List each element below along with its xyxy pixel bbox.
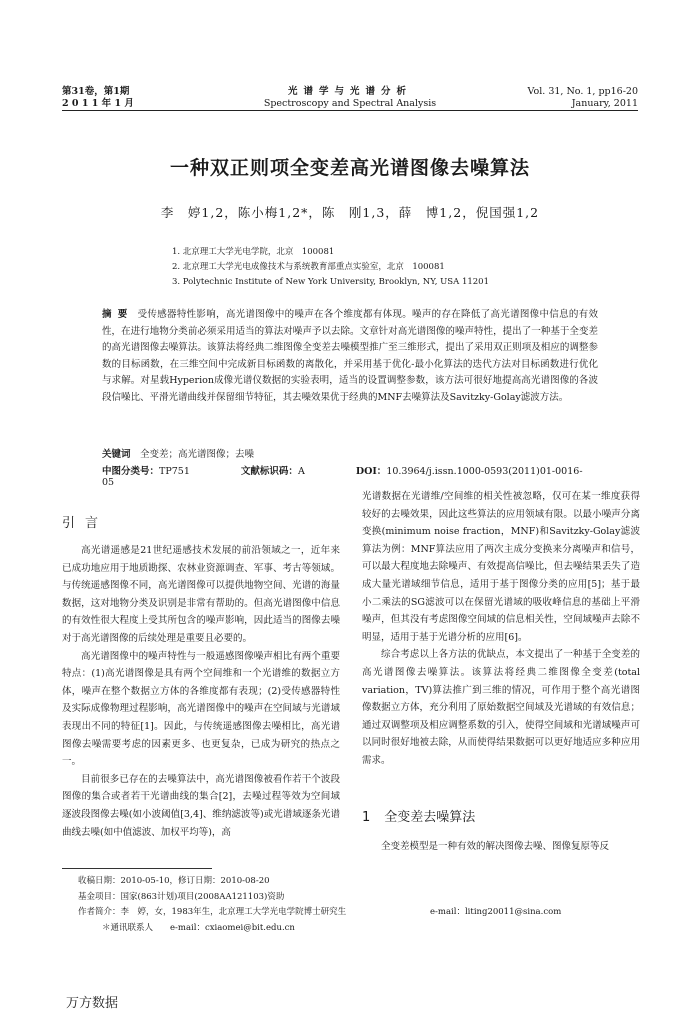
- section-1-heading: [362, 806, 475, 825]
- header-divider: [62, 110, 638, 111]
- affiliation-1: 1. 北京理工大学光电学院，北京 100081: [172, 247, 335, 257]
- footnotes: [78, 874, 638, 936]
- paper-title: 一种双正则项全变差高光谱图像去噪算法: [169, 157, 530, 179]
- journal-volume-en: [528, 86, 638, 110]
- author-bio: 作者简介：李 婷，女，1983年生，北京理工大学光电学院博士研究生: [78, 907, 347, 917]
- doc-code-label: 文献标识码：: [240, 466, 298, 477]
- keywords-text: 全变差；高光谱图像；去噪: [140, 449, 255, 460]
- corresponding-author: ＊通讯联系人 e-mail：cxiaomei@bit.edu.cn: [102, 922, 295, 933]
- intro-paragraph: 目前很多已存在的去噪算法中，高光谱图像被看作若干个波段图像的集合或者若干光谱曲线的集合[2]，去噪过程等效为空间域逐波段图像去噪(如小波阈值[3,4]、维纳滤波等)或光谱域逐条光谱曲线去噪(如中值滤波、加权平均等)，高: [62, 773, 340, 838]
- author-email: e-mail：liting20011@sina.com: [430, 907, 562, 917]
- clc-label: 中图分类号：: [102, 466, 160, 477]
- body-paragraph: 光谱数据在光谱维/空间维的相关性被忽略，仅可在某一维度获得较好的去噪效果，因此这些算法的应用领域有限。以最小噪声分离变换(minimum noise fraction，MNF)和Savitzky-Golay滤波算法为例：MNF算法应用了两次主成分变换来分离噪声和信号，可以最大程度地去除噪声、有效提高信噪比，但去噪结果丢失了造成大量光谱域细节信息，适用于基于图像分类的应用[5]；基于最小二乘法的SG滤波可以在保留光谱域的吸收峰信息的基础上平滑噪声，但其没有考虑图像空间域的信息相关性，空间域噪声去除不明显，适用于基于光谱分析的应用[6]。: [362, 491, 640, 643]
- keywords-label: 关键词: [102, 449, 131, 460]
- doi-label: DOI：: [355, 466, 387, 477]
- abstract: [102, 307, 598, 406]
- abstract-text: 受传感器特性影响，高光谱图像中的噪声在各个维度都有体现。噪声的存在降低了高光谱图像中信息的有效性，在进行地物分类前必须采用适当的算法对噪声予以去除。文章针对高光谱图像的噪声特性，提出了一种基于全变差的高光谱图像去噪算法。该算法将经典二维图像全变差去噪模型推广至三维形式，提出了采用双正则项及相应的调整参数的目标函数，在三维空间中完成新目标函数的离散化，并采用基于优化-最小化算法的迭代方法对目标函数进行优化与求解。对星载Hyperion成像光谱仪数据的实验表明，适当的设置调整参数，该方法可很好地提高高光谱图像的各波段信噪比、平滑光谱曲线并保留细节特征，其去噪效果优于经典的MNF去噪算法及Savitzky-Golay滤波方法。: [102, 309, 598, 403]
- received-date: 收稿日期：2010-05-10，修订日期：2010-08-20: [78, 876, 270, 886]
- section-number: 1: [362, 810, 371, 825]
- abstract-label: 摘要: [102, 309, 134, 320]
- journal-name-cn: 光谱学与光谱分析: [287, 86, 412, 97]
- body-paragraph: 全变差模型是一种有效的解决图像去噪、图像复原等反: [381, 841, 610, 852]
- left-column: [62, 542, 340, 841]
- intro-paragraph: 高光谱图像中的噪声特性与一般遥感图像噪声相比有两个重要特点：(1)高光谱图像是具有两个空间维和一个光谱维的数据立方体，噪声在整个数据立方体的各维度都有表现；(2)受传感器特性及实际成像物理过程影响，高光谱图像中的噪声在空间域与光谱域表现出不同的特征[1]。因此，与传统遥感图像去噪相比，高光谱图像去噪需要考虑的因素更多、也更复杂，已成为研究的热点之一。: [62, 650, 340, 768]
- issue-date: 2 0 1 1 年 1 月: [62, 98, 134, 109]
- journal-name: [250, 86, 450, 110]
- affiliation-2: 2. 北京理工大学光电成像技术与系统教育部重点实验室，北京 100081: [172, 262, 445, 272]
- month-year: January, 2011: [571, 98, 638, 109]
- keywords: [102, 447, 254, 463]
- right-column: [362, 488, 640, 770]
- affiliation-3: 3. Polytechnic Institute of New York University, Brooklyn, NY, USA 11201: [172, 277, 489, 287]
- affiliations: [172, 245, 489, 290]
- watermark: 万方数据: [66, 996, 119, 1011]
- section-title: 全变差去噪算法: [384, 810, 476, 825]
- classification-line: [102, 463, 598, 488]
- author-list: 李 婷1,2，陈小梅1,2*，陈 刚1,3，薛 博1,2，倪国强1,2: [160, 205, 540, 220]
- doi-value: 10.3964/j.issn.1000-0593(2011)01-0016-05: [102, 466, 583, 488]
- funding: 基金项目：国家(863计划)项目(2008AA121103)资助: [78, 891, 285, 902]
- journal-issue-info: [62, 86, 134, 110]
- volume-pages: Vol. 31, No. 1, pp16-20: [527, 86, 638, 97]
- footnote-divider: [62, 868, 212, 869]
- intro-heading: 引言: [62, 516, 109, 531]
- section-1-body: [362, 838, 640, 856]
- doc-code-value: A: [297, 466, 305, 477]
- volume-issue: 第31卷，第1期: [62, 86, 130, 97]
- intro-paragraph: 高光谱遥感是21世纪遥感技术发展的前沿领域之一，近年来已成功地应用于地质勘探、农林业资源调查、军事、考古等领域。与传统遥感图像不同，高光谱图像可以提供地物空间、光谱的海量数据，这对地物分类及识别是非常有帮助的。但高光谱图像中信息的有效性很大程度上受其所包含的噪声影响，因此适当的图像去噪对于高光谱图像的后续处理是重要且必要的。: [62, 545, 340, 644]
- body-paragraph: 综合考虑以上各方法的优缺点，本文提出了一种基于全变差的高光谱图像去噪算法。该算法将经典二维图像全变差(total variation，TV)算法推广到三维的情况，可作用于整个高光谱图像数据立方体，充分利用了原始数据空间域及光谱域的有效信息；通过双调整项及相应调整系数的引入，使得空间域和光谱域噪声可以同时很好地被去除，从而使得结果数据可以更好地适应多种应用需求。: [362, 649, 640, 766]
- clc-value: TP751: [159, 466, 190, 477]
- journal-name-en: Spectroscopy and Spectral Analysis: [263, 98, 437, 109]
